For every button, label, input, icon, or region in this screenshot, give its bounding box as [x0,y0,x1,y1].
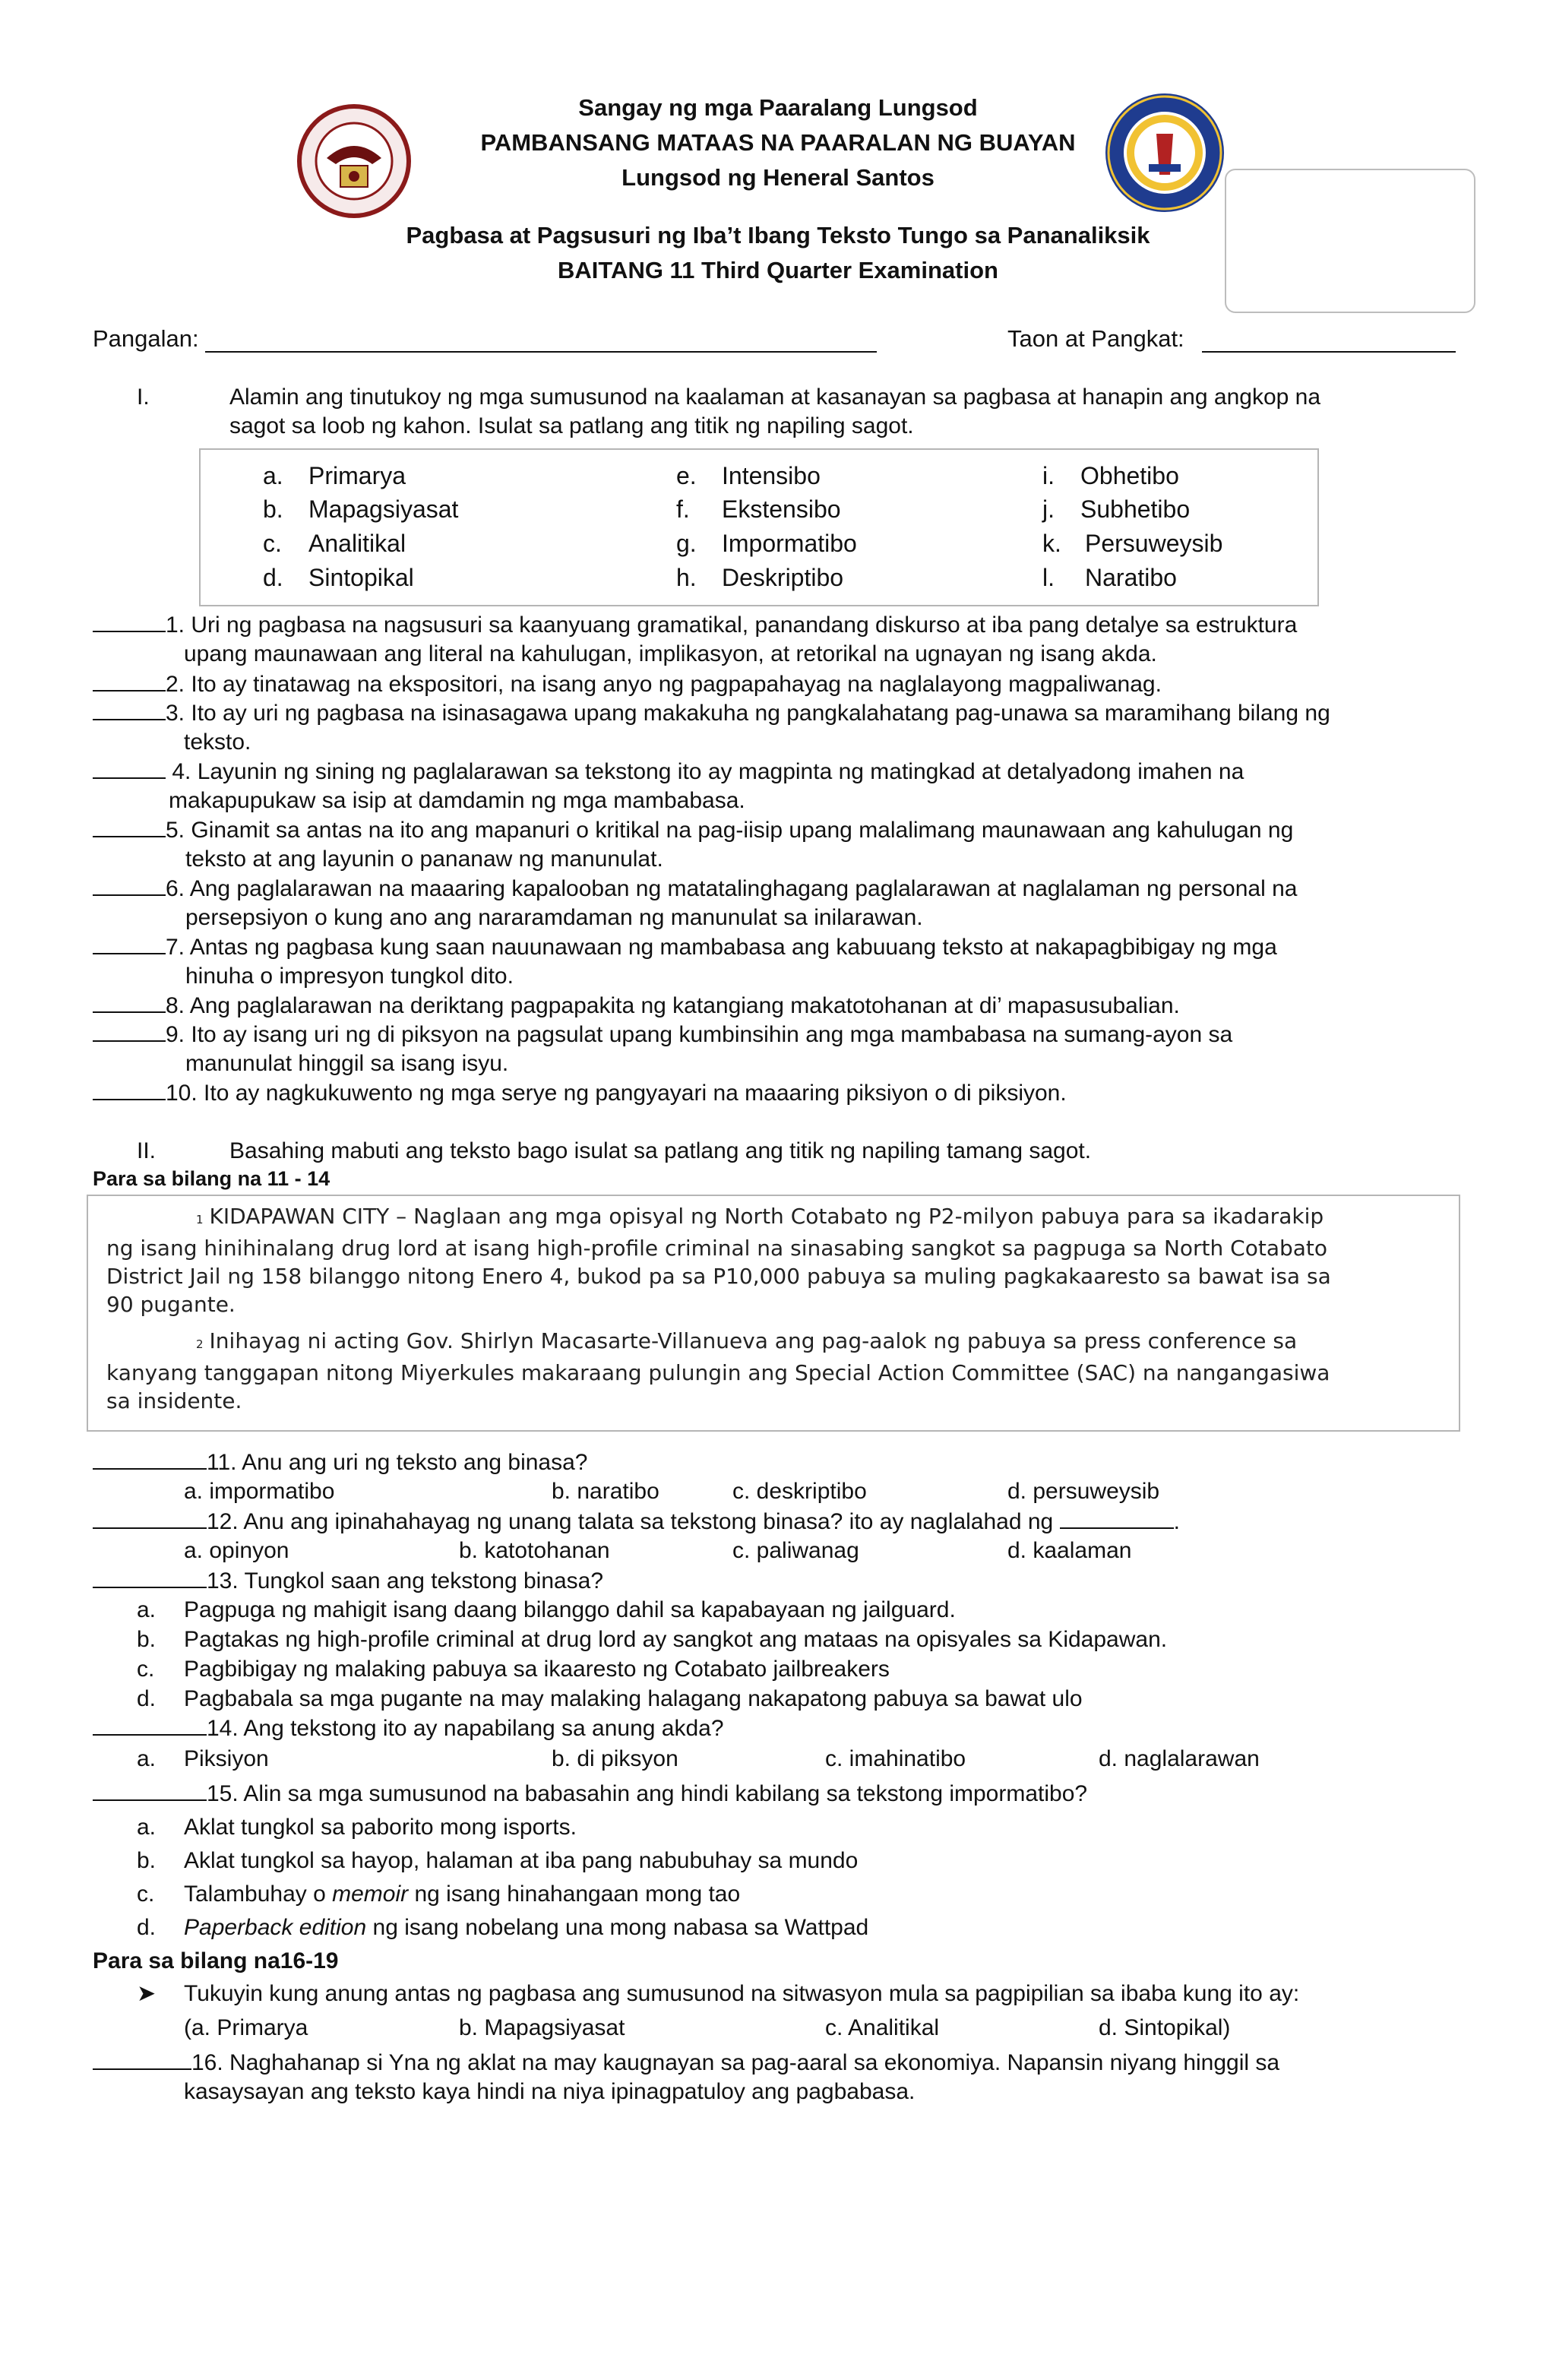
level-option-c: c. Analitikal [825,2015,940,2040]
header-division: Sangay ng mga Paaralang Lungsod [578,94,978,121]
item-3: 3. Ito ay uri ng pagbasa na isinasagawa upang makakuha ng pangkalahatang pag-unawa sa maramihang bilang ng teksto. [93,699,1465,757]
answer-blank[interactable] [93,819,166,837]
item-9: 9. Ito ay isang uri ng di piksyon na pagsulat upang kumbinsihin ang mga mambabasa na sumang-ayon sa manunulat hinggil sa isang isyu. [93,1021,1465,1078]
answer-blank[interactable] [93,995,166,1013]
q15-option-b: b. Aklat tungkol sa hayop, halaman at iba pang nabubuhay sa mundo [137,1848,859,1873]
q13-option-a: a. Pagpuga ng mahigit isang daang bilanggo dahil sa kapabayaan ng jailguard. [137,1597,956,1622]
level-option-d: d. Sintopikal) [1099,2015,1231,2040]
item-1: 1. Uri ng pagbasa na nagsusuri sa kaanyuang gramatikal, panandang diskurso at iba pang detalye sa estruktura upang maunawaan ang literal na kahulugan, implikasyon, at retorikal na ugnayan ng isang akda. [93,611,1465,669]
q12-option-a: a. opinyon [184,1538,289,1563]
answer-blank[interactable] [93,1570,207,1588]
header-exam: BAITANG 11 Third Quarter Examination [558,257,998,283]
level-option-b: b. Mapagsiyasat [459,2015,625,2040]
choice-e: e. Intensibo [676,462,821,489]
q11-option-d: d. persuweysib [1007,1479,1160,1504]
q14-option-c: c. imahinatibo [825,1746,966,1771]
passage-box [87,1195,1460,1432]
q15-option-c: c. Talambuhay o memoir ng isang hinahangaan mong tao [137,1882,741,1907]
item-10: 10. Ito ay nagkukuwento ng mga serye ng pangyayari na maaaring piksiyon o di piksiyon. [93,1079,1465,1108]
answer-blank[interactable] [93,614,166,632]
q13-option-b: b. Pagtakas ng high-profile criminal at drug lord ay sangkot ang mataas na opisyales sa Kidapawan. [137,1627,1168,1652]
answer-blank[interactable] [93,1783,207,1801]
choice-f: f. Ekstensibo [676,495,841,523]
header-school: PAMBANSANG MATAAS NA PAARALAN NG BUAYAN [480,129,1076,156]
item-8: 8. Ang paglalarawan na deriktang pagpapakita ng katangiang makatotohanan at di’ mapasusubalian. [93,992,1465,1021]
section1-number: I. [137,385,150,410]
q14-option-d: d. naglalarawan [1099,1746,1260,1771]
arrow-bullet-icon: ➤ [137,1981,157,2006]
question-14: 14. Ang tekstong ito ay napabilang sa anung akda? [93,1714,1465,1743]
choice-c: c. Analitikal [263,530,406,557]
choice-h: h. Deskriptibo [676,564,844,591]
q13-option-d: d. Pagbabala sa mga pugante na may malaking halagang nakapatong pabuya sa bawat ulo [137,1686,1083,1711]
q11-option-c: c. deskriptibo [732,1479,867,1504]
answer-blank[interactable] [93,1024,166,1042]
choice-l: l. Naratibo [1042,564,1177,591]
choice-g: g. Impormatibo [676,530,857,557]
q14-option-b: b. di piksyon [552,1746,678,1771]
answer-blank[interactable] [93,1082,166,1100]
q15-option-a: a. Aklat tungkol sa paborito mong isports. [137,1815,577,1840]
answer-blank[interactable] [93,702,166,720]
header-city: Lungsod ng Heneral Santos [621,164,935,191]
choice-k: k. Persuweysib [1042,530,1223,557]
choice-b: b. Mapagsiyasat [263,495,459,523]
section2-instruction: Basahing mabuti ang teksto bago isulat sa patlang ang titik ng napiling tamang sagot. [229,1138,1092,1163]
answer-blank[interactable] [93,1717,207,1736]
bullet-instruction: ➤ Tukuyin kung anung antas ng pagbasa ang sumusunod na sitwasyon mula sa pagpipilian sa ibaba kung ito ay: [137,1981,1300,2006]
answer-blank[interactable] [93,1451,207,1470]
passage-paragraph-2: 2 Inihayag ni acting Gov. Shirlyn Macasarte-Villanueva ang pag-aalok ng pabuya sa press conference sa kanyang tanggapan nitong Miyerkules makaraang pulungin ang Special Action Committee (SAC) na nangangasiwa sa insidente. [106,1328,1330,1413]
choice-a: a. Primarya [263,462,406,489]
item-6: 6. Ang paglalarawan na maaaring kapalooban ng matatalinghagang paglalarawan at naglalaman ng personal na persepsiyon o kung ano ang nararamdaman ng manunulat sa inilarawan. [93,875,1465,932]
choice-i: i. Obhetibo [1042,462,1179,489]
header-subject: Pagbasa at Pagsusuri ng Iba’t Ibang Teksto Tungo sa Pananaliksik [406,222,1150,248]
q15-option-d: d. Paperback edition ng isang nobelang una mong nabasa sa Wattpad [137,1915,869,1940]
q12-option-c: c. paliwanag [732,1538,859,1563]
section2-number: II. [137,1138,157,1163]
item-5: 5. Ginamit sa antas na ito ang mapanuri o kritikal na pag-iisip upang malalimang maunawaan ang kahulugan ng teksto at ang layunin o pananaw ng manunulat. [93,816,1465,874]
choice-j: j. Subhetibo [1042,495,1191,523]
question-12: 12. Anu ang ipinahahayag ng unang talata sa tekstong binasa? ito ay naglalahad ng . [93,1508,1465,1537]
section1-instruction-cont: sagot sa loob ng kahon. Isulat sa patlang ang titik ng napiling sagot. [229,413,914,438]
q12-option-d: d. kaalaman [1007,1538,1132,1563]
section-label: Taon at Pangkat: [1007,325,1184,352]
question-16: 16. Naghahanap si Yna ng aklat na may kaugnayan sa pag-aaral sa ekonomiya. Napansin niyang hinggil sa kasaysayan ang teksto kaya hindi na niya ipinagpatuloy ang pagbabasa. [93,2049,1465,2106]
section1-instruction: Alamin ang tinutukoy ng mga sumusunod na kaalaman at kasanayan sa pagbasa at hanapin ang angkop na [229,385,1321,410]
para-label-16-19: Para sa bilang na16-19 [93,1948,339,1973]
answer-blank[interactable] [93,673,166,692]
name-label: Pangalan: [93,325,199,352]
section-field[interactable] [1202,351,1456,353]
para-label-11-14: Para sa bilang na 11 - 14 [93,1167,330,1190]
answer-blank[interactable] [93,1511,207,1529]
q11-option-b: b. naratibo [552,1479,659,1504]
question-15: 15. Alin sa mga sumusunod na babasahin ang hindi kabilang sa tekstong impormatibo? [93,1780,1465,1809]
q11-option-a: a. impormatibo [184,1479,335,1504]
answer-blank[interactable] [93,761,166,779]
level-option-a: (a. Primarya [184,2015,308,2040]
passage-paragraph-1: 1 KIDAPAWAN CITY – Naglaan ang mga opisyal ng North Cotabato ng P2-milyon pabuya para sa ikadarakip ng isang hinihinalang drug lord at isang high-profile criminal na sinasabing sangkot sa pagpuga sa North Cotabato District Jail ng 158 bilanggo nitong Enero 4, bukod pa sa P10,000 pabuya sa muling pagkakaaresto sa bawat isa sa 90 pugante. [106,1204,1331,1317]
fill-blank[interactable] [1060,1511,1174,1529]
q13-option-c: c. Pagbibigay ng malaking pabuya sa ikaaresto ng Cotabato jailbreakers [137,1657,890,1682]
question-13: 13. Tungkol saan ang tekstong binasa? [93,1567,1465,1596]
name-field[interactable] [205,351,877,353]
item-7: 7. Antas ng pagbasa kung saan nauunawaan ng mambabasa ang kabuuang teksto at nakapagbibigay ng mga hinuha o impresyon tungkol dito. [93,933,1465,991]
q14-option-a: a. Piksiyon [137,1746,269,1771]
answer-blank[interactable] [93,2052,191,2070]
choice-d: d. Sintopikal [263,564,414,591]
q12-option-b: b. katotohanan [459,1538,610,1563]
item-4: 4. Layunin ng sining ng paglalarawan sa tekstong ito ay magpinta ng matingkad at detalyadong imahen na makapupukaw sa isip at damdamin ng mga mambabasa. [93,758,1465,815]
question-11: 11. Anu ang uri ng teksto ang binasa? [93,1448,1465,1477]
item-2: 2. Ito ay tinatawag na ekspositori, na isang anyo ng pagpapahayag na naglalayong magpaliwanag. [93,670,1465,699]
answer-blank[interactable] [93,936,166,954]
answer-blank[interactable] [93,878,166,896]
